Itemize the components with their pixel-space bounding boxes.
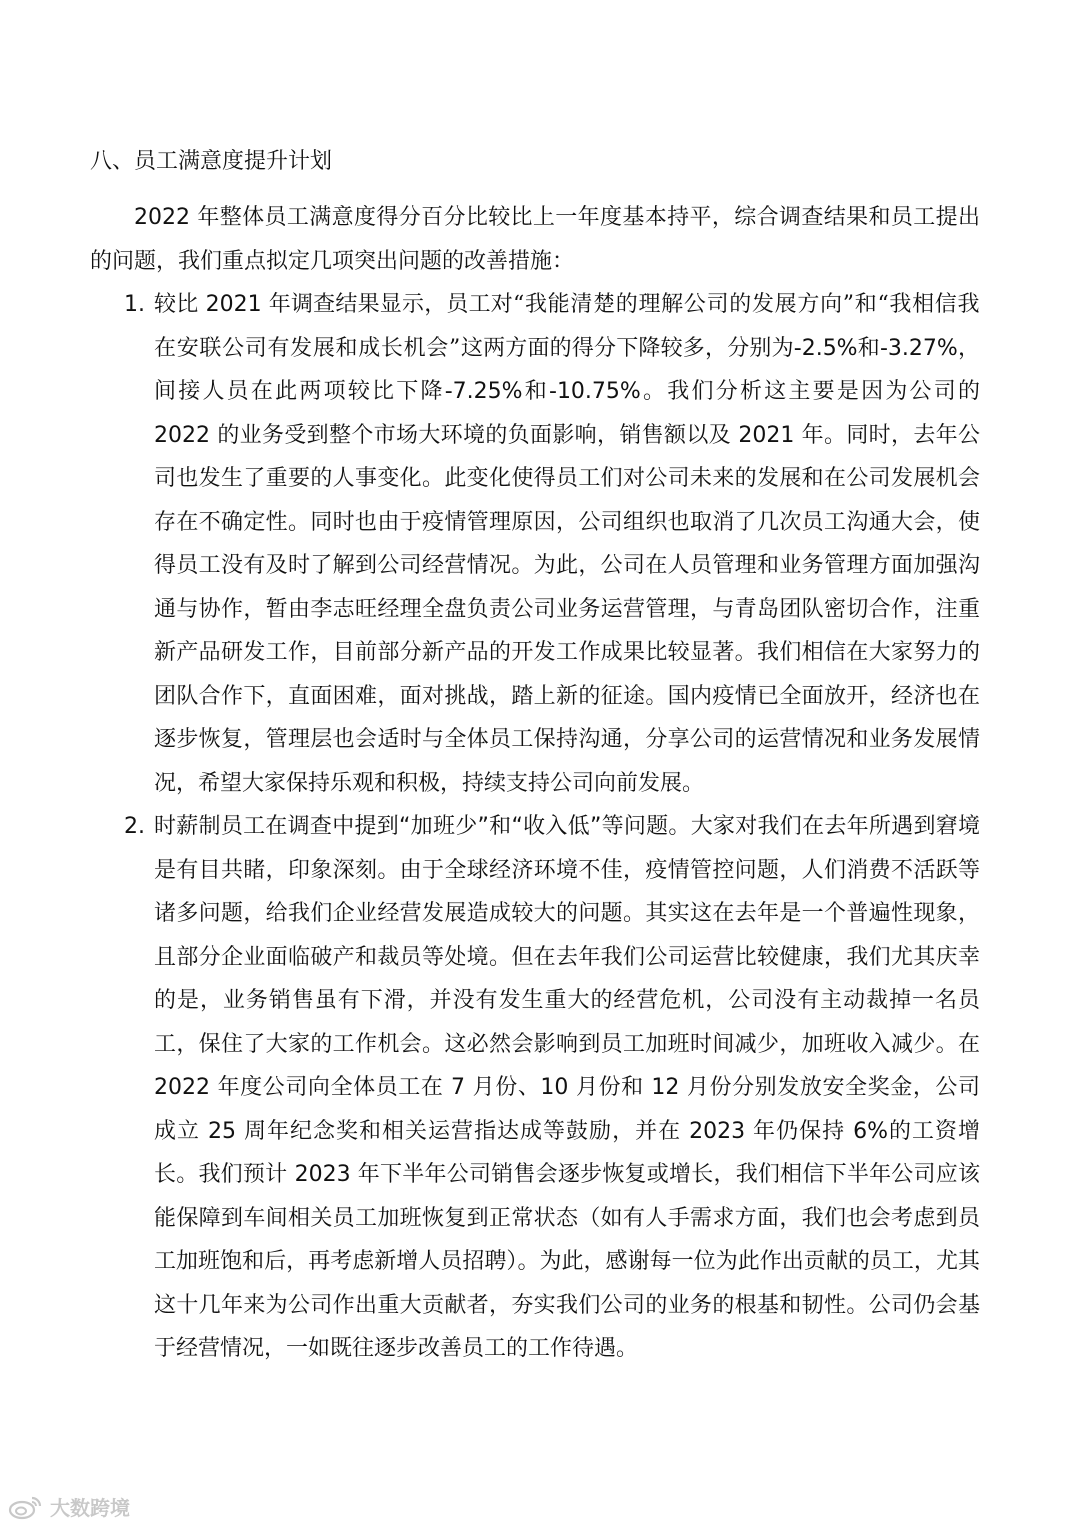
watermark-text: 大数跨境 xyxy=(50,1496,130,1520)
list-item-text-after: 这两方面的得分下降较多，分别为-2.5%和-3.27%，间接人员在此两项较比下降-7.25%和-10.75%。我们分析这主要是因为公司的 2022 的业务受到整个市场大环境的负面影响，销售额以及 2021 年。同时，去年公司也发生了重要的人事变化。此变化使得员工们对公司未来的发展和在公司发展机会存在不确定性。同时也由于疫情管理原因，公司组织也取消了几次员工沟通大会，使得员工没有及时了解到公司经营情况。为此，公司在人员管理和业务管理方面加强沟通与协作，暂由李志旺经理全盘负责公司业务运营管理，与青岛团队密切合作，注重新产品研发工作，目前部分新产品的开发工作成果比较显著。我们相信在大家努力的团队合作下，直面困难，面对挑战，踏上新的征途。国内疫情已全面放开，经济也在逐步恢复，管理层也会适时与全体员工保持沟通，分享公司的运营情况和业务发展情况，希望大家保持乐观和积极，持续支持公司向前发展。 xyxy=(154,335,980,796)
improvement-list xyxy=(90,283,980,1371)
list-item-number: 1. xyxy=(124,292,145,317)
list-item-quoted-text: “我能清楚的理解公司的发展方向”和“我相信我在安联公司有发展和成长机会” xyxy=(154,292,980,361)
intro-paragraph: 2022 年整体员工满意度得分百分比较比上一年度基本持平，综合调查结果和员工提出的问题，我们重点拟定几项突出问题的改善措施： xyxy=(90,205,980,274)
weibo-logo-icon xyxy=(8,1494,44,1520)
watermark xyxy=(8,1492,130,1521)
section-title: 八、员工满意度提升计划 xyxy=(90,149,333,174)
list-item-text-before: 较比 2021 年调查结果显示，员工对 xyxy=(154,292,514,317)
list-item-text: 时薪制员工在调查中提到“加班少”和“收入低”等问题。大家对我们在去年所遇到窘境是有目共睹，印象深刻。由于全球经济环境不佳，疫情管控问题，人们消费不活跃等诸多问题，给我们企业经营发展造成较大的问题。其实这在去年是一个普遍性现象，且部分企业面临破产和裁员等处境。但在去年我们公司运营比较健康，我们尤其庆幸的是，业务销售虽有下滑，并没有发生重大的经营危机，公司没有主动裁掉一名员工，保住了大家的工作机会。这必然会影响到员工加班时间减少，加班收入减少。在 2022 年度公司向全体员工在 7 月份、10 月份和 12 月份分别发放安全奖金，公司成立 25 周年纪念奖和相关运营指达成等鼓励，并在 2023 年仍保持 6%的工资增长。我们预计 2023 年下半年公司销售会逐步恢复或增长，我们相信下半年公司应该能保障到车间相关员工加班恢复到正常状态（如有人手需求方面，我们也会考虑到员工加班饱和后，再考虑新增人员招聘）。为此，感谢每一位为此作出贡献的员工，尤其这十几年来为公司作出重大贡献者，夯实我们公司的业务的根基和韧性。公司仍会基于经营情况，一如既往逐步改善员工的工作待遇。 xyxy=(154,814,980,1361)
list-item-number: 2. xyxy=(124,814,145,839)
list-item xyxy=(90,805,980,1371)
list-item xyxy=(90,283,980,805)
